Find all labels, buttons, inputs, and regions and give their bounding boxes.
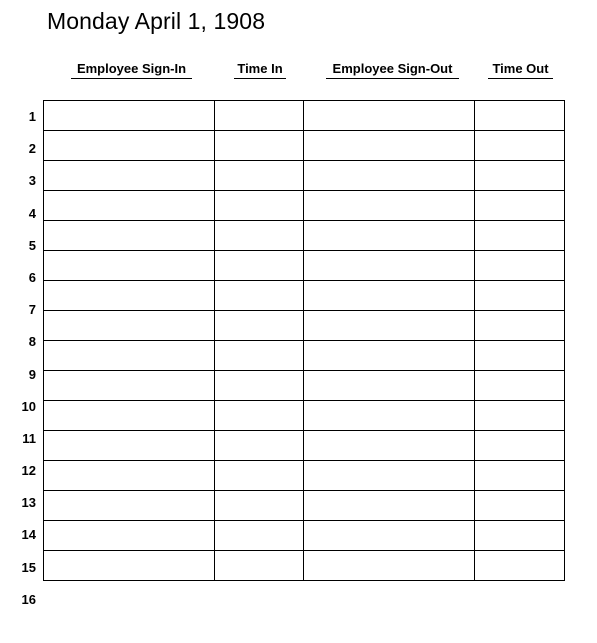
table-row (44, 371, 565, 401)
employee-sign-in-cell[interactable] (44, 311, 215, 341)
table-row (44, 281, 565, 311)
table-row (44, 521, 565, 551)
employee-sign-out-cell[interactable] (304, 191, 475, 221)
employee-sign-out-cell[interactable] (304, 551, 475, 581)
employee-sign-out-cell[interactable] (304, 101, 475, 131)
time-out-cell[interactable] (475, 491, 565, 521)
employee-sign-in-cell[interactable] (44, 521, 215, 551)
time-in-cell[interactable] (215, 281, 304, 311)
employee-sign-out-cell[interactable] (304, 371, 475, 401)
time-in-cell[interactable] (215, 101, 304, 131)
column-header-time-in: Time In (234, 61, 286, 79)
row-number: 3 (28, 173, 36, 189)
employee-sign-in-cell[interactable] (44, 131, 215, 161)
table-row (44, 341, 565, 371)
employee-sign-in-cell[interactable] (44, 431, 215, 461)
row-number-column (10, 100, 36, 615)
employee-sign-out-cell[interactable] (304, 161, 475, 191)
employee-sign-in-cell[interactable] (44, 461, 215, 491)
row-number: 6 (28, 269, 36, 285)
table-row (44, 401, 565, 431)
employee-sign-in-cell[interactable] (44, 191, 215, 221)
time-out-cell[interactable] (475, 401, 565, 431)
table-row (44, 221, 565, 251)
table-row (44, 131, 565, 161)
row-number: 2 (28, 141, 36, 157)
time-out-cell[interactable] (475, 281, 565, 311)
employee-sign-in-cell[interactable] (44, 551, 215, 581)
employee-sign-out-cell[interactable] (304, 221, 475, 251)
row-number: 16 (21, 591, 36, 607)
time-in-cell[interactable] (215, 461, 304, 491)
table-row (44, 491, 565, 521)
time-in-cell[interactable] (215, 521, 304, 551)
row-number: 7 (28, 302, 36, 318)
employee-sign-out-cell[interactable] (304, 401, 475, 431)
page-title: Monday April 1, 1908 (47, 8, 266, 34)
time-out-cell[interactable] (475, 521, 565, 551)
time-out-cell[interactable] (475, 221, 565, 251)
row-number: 9 (28, 366, 36, 382)
time-in-cell[interactable] (215, 131, 304, 161)
row-number: 15 (21, 559, 36, 575)
time-in-cell[interactable] (215, 251, 304, 281)
employee-sign-in-cell[interactable] (44, 341, 215, 371)
table-row (44, 191, 565, 221)
employee-sign-in-cell[interactable] (44, 371, 215, 401)
row-number: 12 (21, 463, 36, 479)
time-out-cell[interactable] (475, 191, 565, 221)
time-out-cell[interactable] (475, 341, 565, 371)
time-in-cell[interactable] (215, 341, 304, 371)
employee-sign-out-cell[interactable] (304, 491, 475, 521)
row-number: 13 (21, 495, 36, 511)
column-header-time-out: Time Out (488, 61, 553, 79)
table-row (44, 251, 565, 281)
row-number: 4 (28, 205, 36, 221)
table-row (44, 101, 565, 131)
employee-sign-out-cell[interactable] (304, 131, 475, 161)
time-in-cell[interactable] (215, 431, 304, 461)
time-in-cell[interactable] (215, 491, 304, 521)
employee-sign-out-cell[interactable] (304, 341, 475, 371)
employee-sign-out-cell[interactable] (304, 521, 475, 551)
employee-sign-out-cell[interactable] (304, 461, 475, 491)
employee-sign-out-cell[interactable] (304, 281, 475, 311)
employee-sign-in-cell[interactable] (44, 401, 215, 431)
time-out-cell[interactable] (475, 161, 565, 191)
employee-sign-in-cell[interactable] (44, 251, 215, 281)
employee-sign-out-cell[interactable] (304, 311, 475, 341)
time-out-cell[interactable] (475, 461, 565, 491)
employee-sign-in-cell[interactable] (44, 101, 215, 131)
time-out-cell[interactable] (475, 251, 565, 281)
time-out-cell[interactable] (475, 101, 565, 131)
employee-sign-out-cell[interactable] (304, 431, 475, 461)
time-out-cell[interactable] (475, 131, 565, 161)
time-in-cell[interactable] (215, 551, 304, 581)
column-header-employee-sign-in: Employee Sign-In (71, 61, 192, 79)
table-row (44, 161, 565, 191)
row-number: 14 (21, 527, 36, 543)
row-number: 5 (28, 237, 36, 253)
table-row (44, 431, 565, 461)
row-number: 11 (22, 430, 36, 446)
time-in-cell[interactable] (215, 191, 304, 221)
time-in-cell[interactable] (215, 161, 304, 191)
employee-sign-in-cell[interactable] (44, 161, 215, 191)
time-out-cell[interactable] (475, 371, 565, 401)
sign-in-table (43, 100, 565, 581)
time-in-cell[interactable] (215, 401, 304, 431)
employee-sign-in-cell[interactable] (44, 281, 215, 311)
sign-in-table-body (44, 101, 565, 581)
table-row (44, 461, 565, 491)
time-out-cell[interactable] (475, 431, 565, 461)
employee-sign-out-cell[interactable] (304, 251, 475, 281)
time-in-cell[interactable] (215, 371, 304, 401)
time-out-cell[interactable] (475, 551, 565, 581)
time-in-cell[interactable] (215, 311, 304, 341)
employee-sign-in-cell[interactable] (44, 221, 215, 251)
row-number: 10 (21, 398, 36, 414)
table-row (44, 551, 565, 581)
time-in-cell[interactable] (215, 221, 304, 251)
table-row (44, 311, 565, 341)
employee-sign-in-cell[interactable] (44, 491, 215, 521)
time-out-cell[interactable] (475, 311, 565, 341)
column-header-employee-sign-out: Employee Sign-Out (326, 61, 459, 79)
row-number: 8 (28, 334, 36, 350)
row-number: 1 (28, 109, 36, 124)
